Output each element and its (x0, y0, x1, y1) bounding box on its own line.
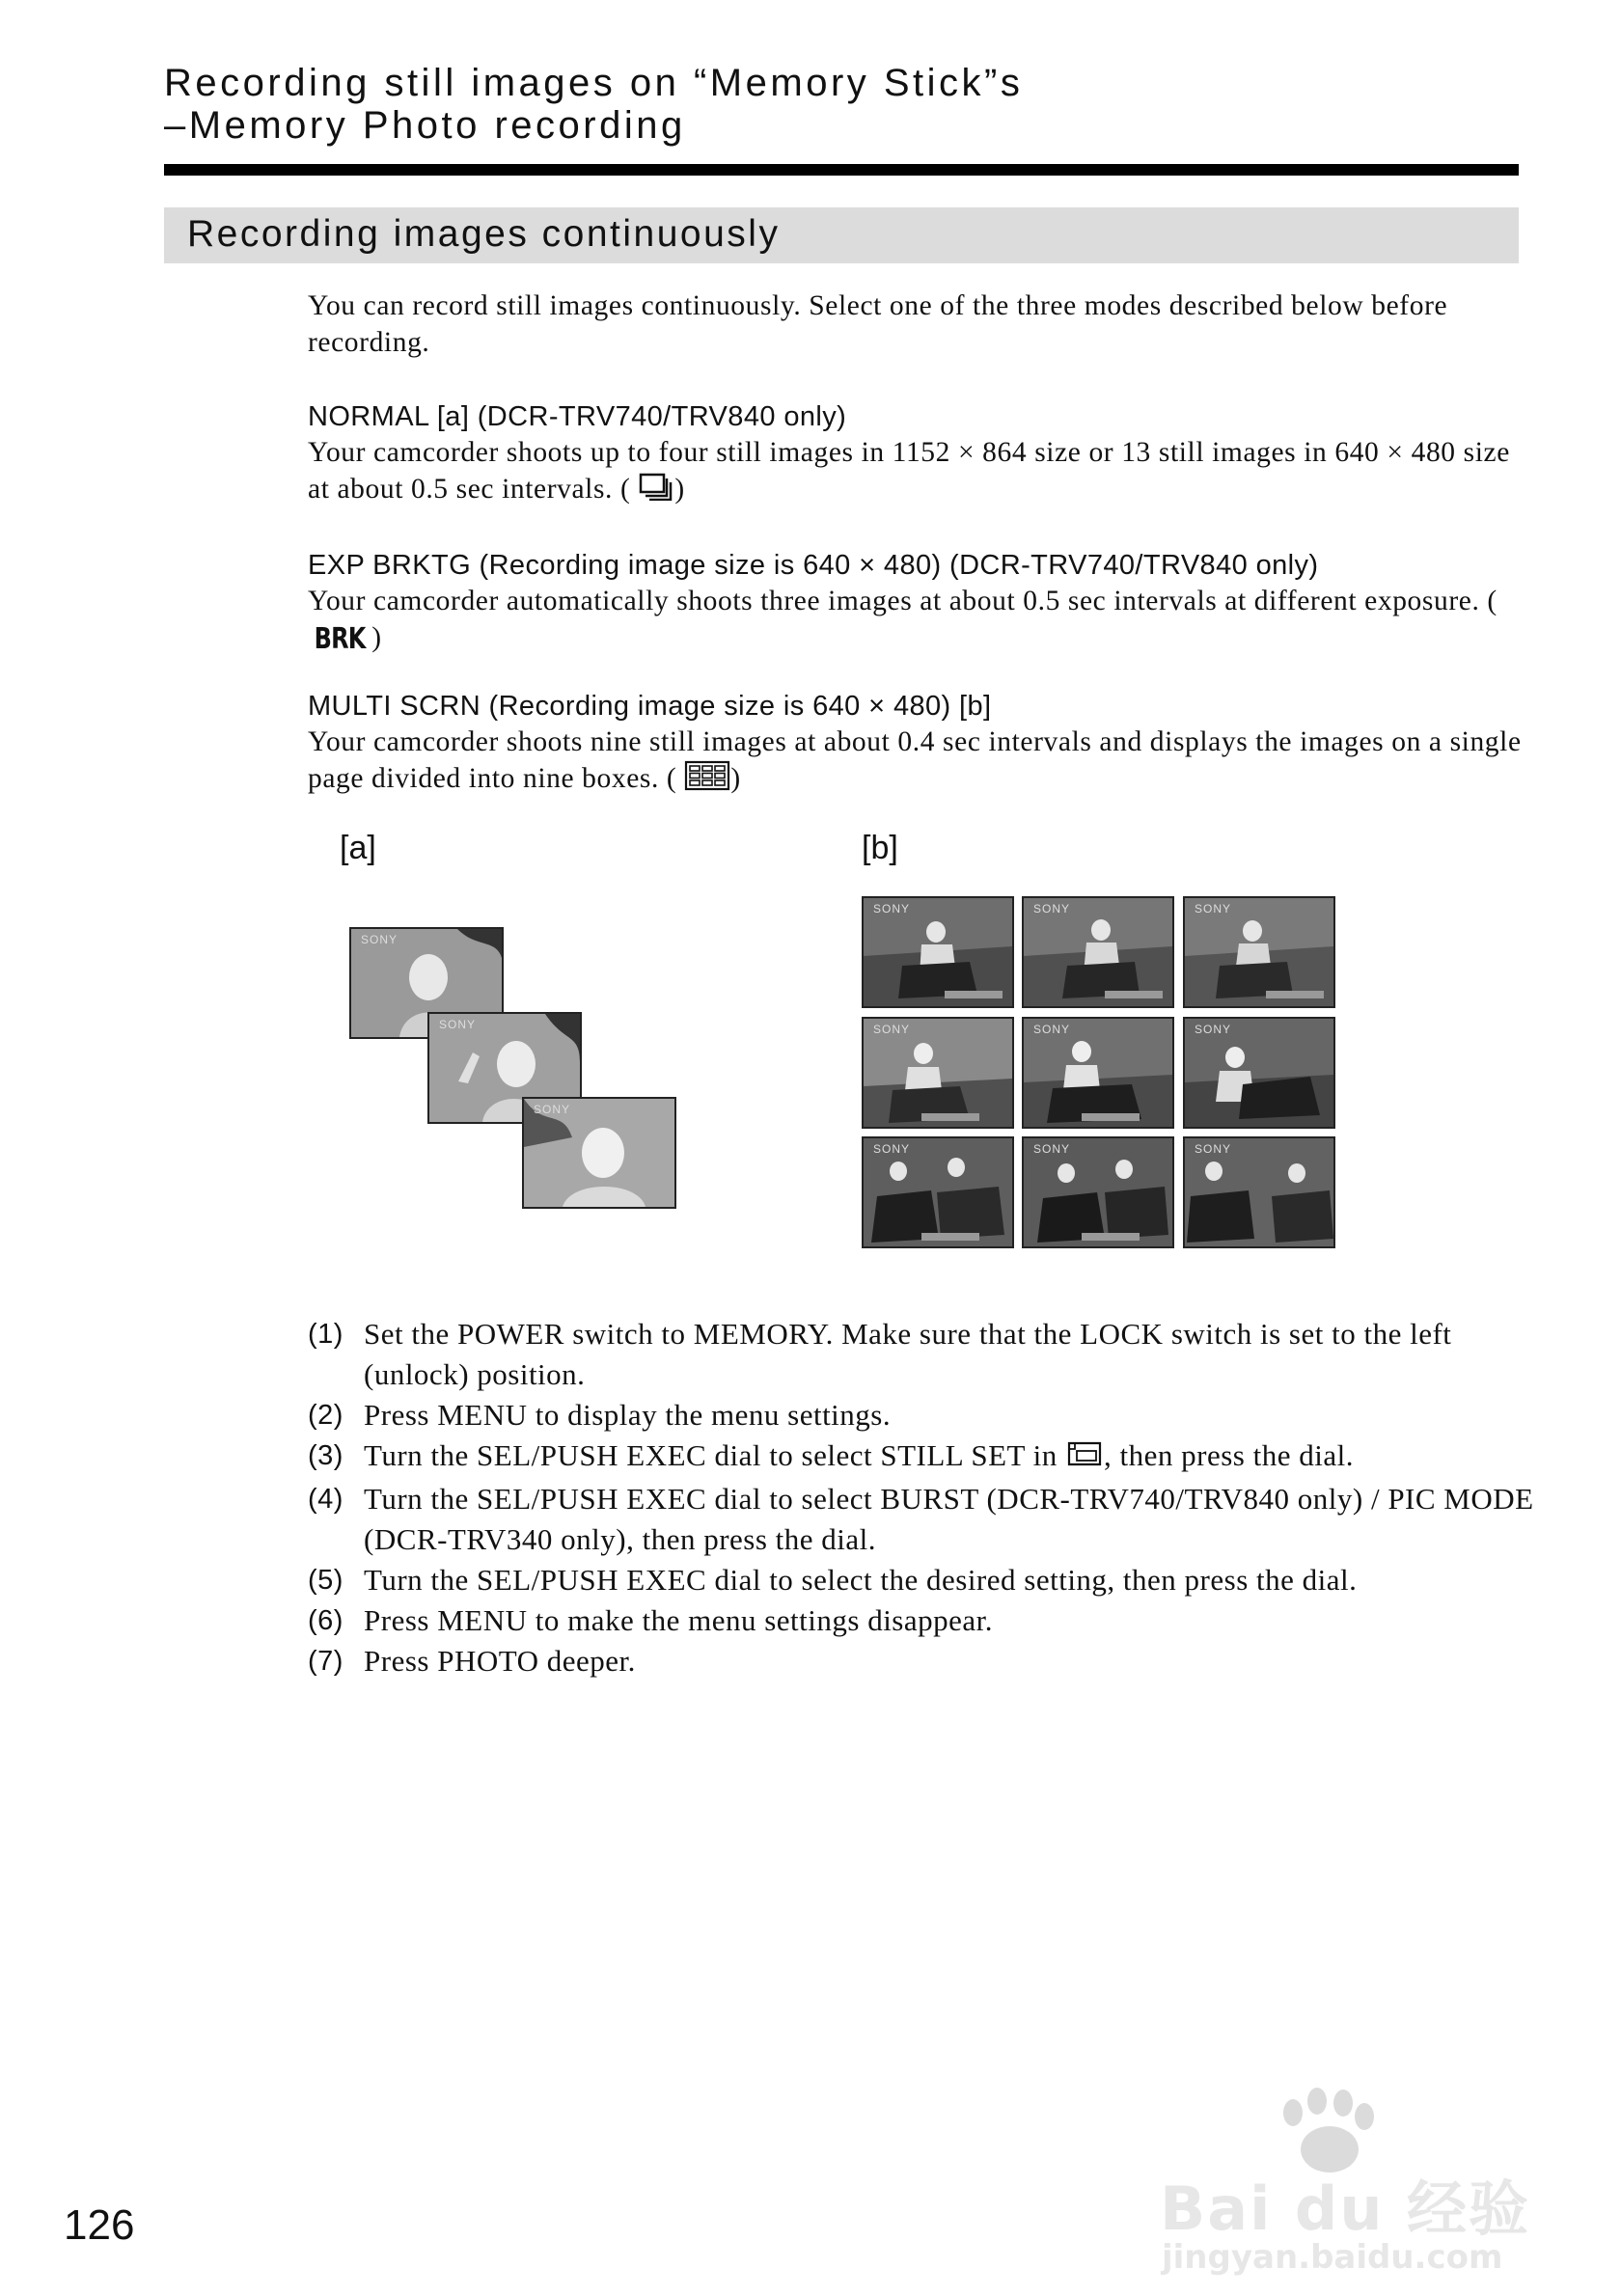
brand-label: SONY (1195, 1142, 1232, 1156)
mode-exp-brktg-close: ) (371, 622, 382, 653)
section-title: Recording images continuously (187, 213, 781, 255)
header-title-line-2: –Memory Photo recording (164, 104, 686, 147)
step-number: (1) (308, 1319, 343, 1350)
step-text: Press PHOTO deeper. (364, 1643, 636, 1678)
step-text: Turn the SEL/PUSH EXEC dial to select BURST (DCR-TRV740/TRV840 only) / PIC MODE (DCR-TRV340 only), then press the dial. (364, 1481, 1534, 1556)
grid-photo (1022, 896, 1174, 1008)
step-1 (308, 1314, 1543, 1395)
mode-exp-brktg (308, 548, 1525, 658)
brand-label: SONY (1033, 1142, 1071, 1156)
mode-normal (308, 399, 1525, 510)
grid-photo (1183, 1136, 1335, 1248)
step-4 (308, 1479, 1543, 1560)
mode-normal-text: Your camcorder shoots up to four still images in 1152 × 864 size or 13 still images in 640 × 480 size at about 0.5 sec intervals. ( (308, 437, 1510, 505)
brand-label: SONY (1195, 902, 1232, 916)
procedure-steps (308, 1314, 1543, 1681)
step-number: (6) (308, 1604, 343, 1636)
page-header (164, 62, 1525, 147)
step-number: (7) (308, 1645, 343, 1677)
brand-label: SONY (873, 902, 911, 916)
mode-exp-brktg-title: EXP BRKTG (Recording image size is 640 × 480) (DCR-TRV740/TRV840 only) (308, 550, 1319, 581)
grid-photo (1183, 896, 1335, 1008)
section-heading-bar (164, 207, 1519, 263)
grid-photo (1183, 1017, 1335, 1129)
memory-card-icon (1065, 1438, 1104, 1479)
mode-normal-body (308, 434, 1525, 510)
mode-normal-title: NORMAL [a] (DCR-TRV740/TRV840 only) (308, 401, 847, 432)
step-6 (308, 1600, 1543, 1641)
baidu-watermark (1148, 2074, 1553, 2277)
header-title-line-1: Recording still images on “Memory Stick”s (164, 62, 1024, 104)
grid-photo (862, 1136, 1014, 1248)
step-number: (2) (308, 1400, 343, 1431)
brand-label: SONY (1033, 902, 1071, 916)
header-rule (164, 164, 1519, 176)
burst-normal-icon (638, 472, 674, 510)
step-number: (3) (308, 1440, 343, 1471)
multi-screen-icon (684, 760, 730, 801)
step-3 (308, 1435, 1543, 1479)
grid-photo (862, 1017, 1014, 1129)
step-text: Set the POWER switch to MEMORY. Make sure that the LOCK switch is set to the left (unlock) position. (364, 1317, 1452, 1391)
mode-multi-scrn-body (308, 724, 1525, 801)
mode-normal-close: ) (674, 474, 685, 505)
mode-multi-scrn-title: MULTI SCRN (Recording image size is 640 × 480) [b] (308, 691, 992, 722)
figure-label-b: [b] (862, 830, 898, 866)
brand-label: SONY (439, 1018, 477, 1031)
brand-label: SONY (361, 933, 398, 946)
step-text-before: Turn the SEL/PUSH EXEC dial to select STILL SET in (364, 1438, 1066, 1472)
mode-exp-brktg-text: Your camcorder automatically shoots three images at about 0.5 sec intervals at different exposure. ( (308, 586, 1497, 616)
burst-photo-3 (522, 1097, 676, 1209)
step-number: (4) (308, 1483, 343, 1515)
step-text: Press MENU to display the menu settings. (364, 1398, 892, 1432)
mode-multi-scrn (308, 689, 1525, 801)
watermark-url: jingyan.baidu.com (1162, 2238, 1503, 2277)
grid-photo (862, 896, 1014, 1008)
brand-label: SONY (873, 1023, 911, 1036)
page-number: 126 (64, 2201, 135, 2249)
intro-paragraph: You can record still images continuously. Select one of the three modes described below before recording. (308, 290, 1448, 358)
brand-label: SONY (1195, 1023, 1232, 1036)
brand-label: SONY (873, 1142, 911, 1156)
watermark-brand: Bai du 经验 (1160, 2173, 1531, 2244)
step-7 (308, 1641, 1543, 1681)
step-text: Turn the SEL/PUSH EXEC dial to select the desired setting, then press the dial. (364, 1562, 1358, 1597)
brand-label: SONY (1033, 1023, 1071, 1036)
figure-label-a: [a] (340, 830, 376, 866)
mode-multi-scrn-close: ) (730, 763, 741, 794)
step-text: Press MENU to make the menu settings disappear. (364, 1602, 994, 1637)
grid-photo (1022, 1136, 1174, 1248)
brk-icon: BRK (314, 622, 366, 657)
grid-photo (1022, 1017, 1174, 1129)
step-5 (308, 1560, 1543, 1600)
mode-multi-scrn-text: Your camcorder shoots nine still images at about 0.4 sec intervals and displays the images on a single page divided into nine boxes. ( (308, 726, 1522, 794)
step-2 (308, 1395, 1543, 1435)
step-number: (5) (308, 1564, 343, 1596)
mode-exp-brktg-body (308, 583, 1525, 658)
step-text-after: , then press the dial. (1104, 1438, 1354, 1472)
brand-label: SONY (534, 1103, 571, 1116)
